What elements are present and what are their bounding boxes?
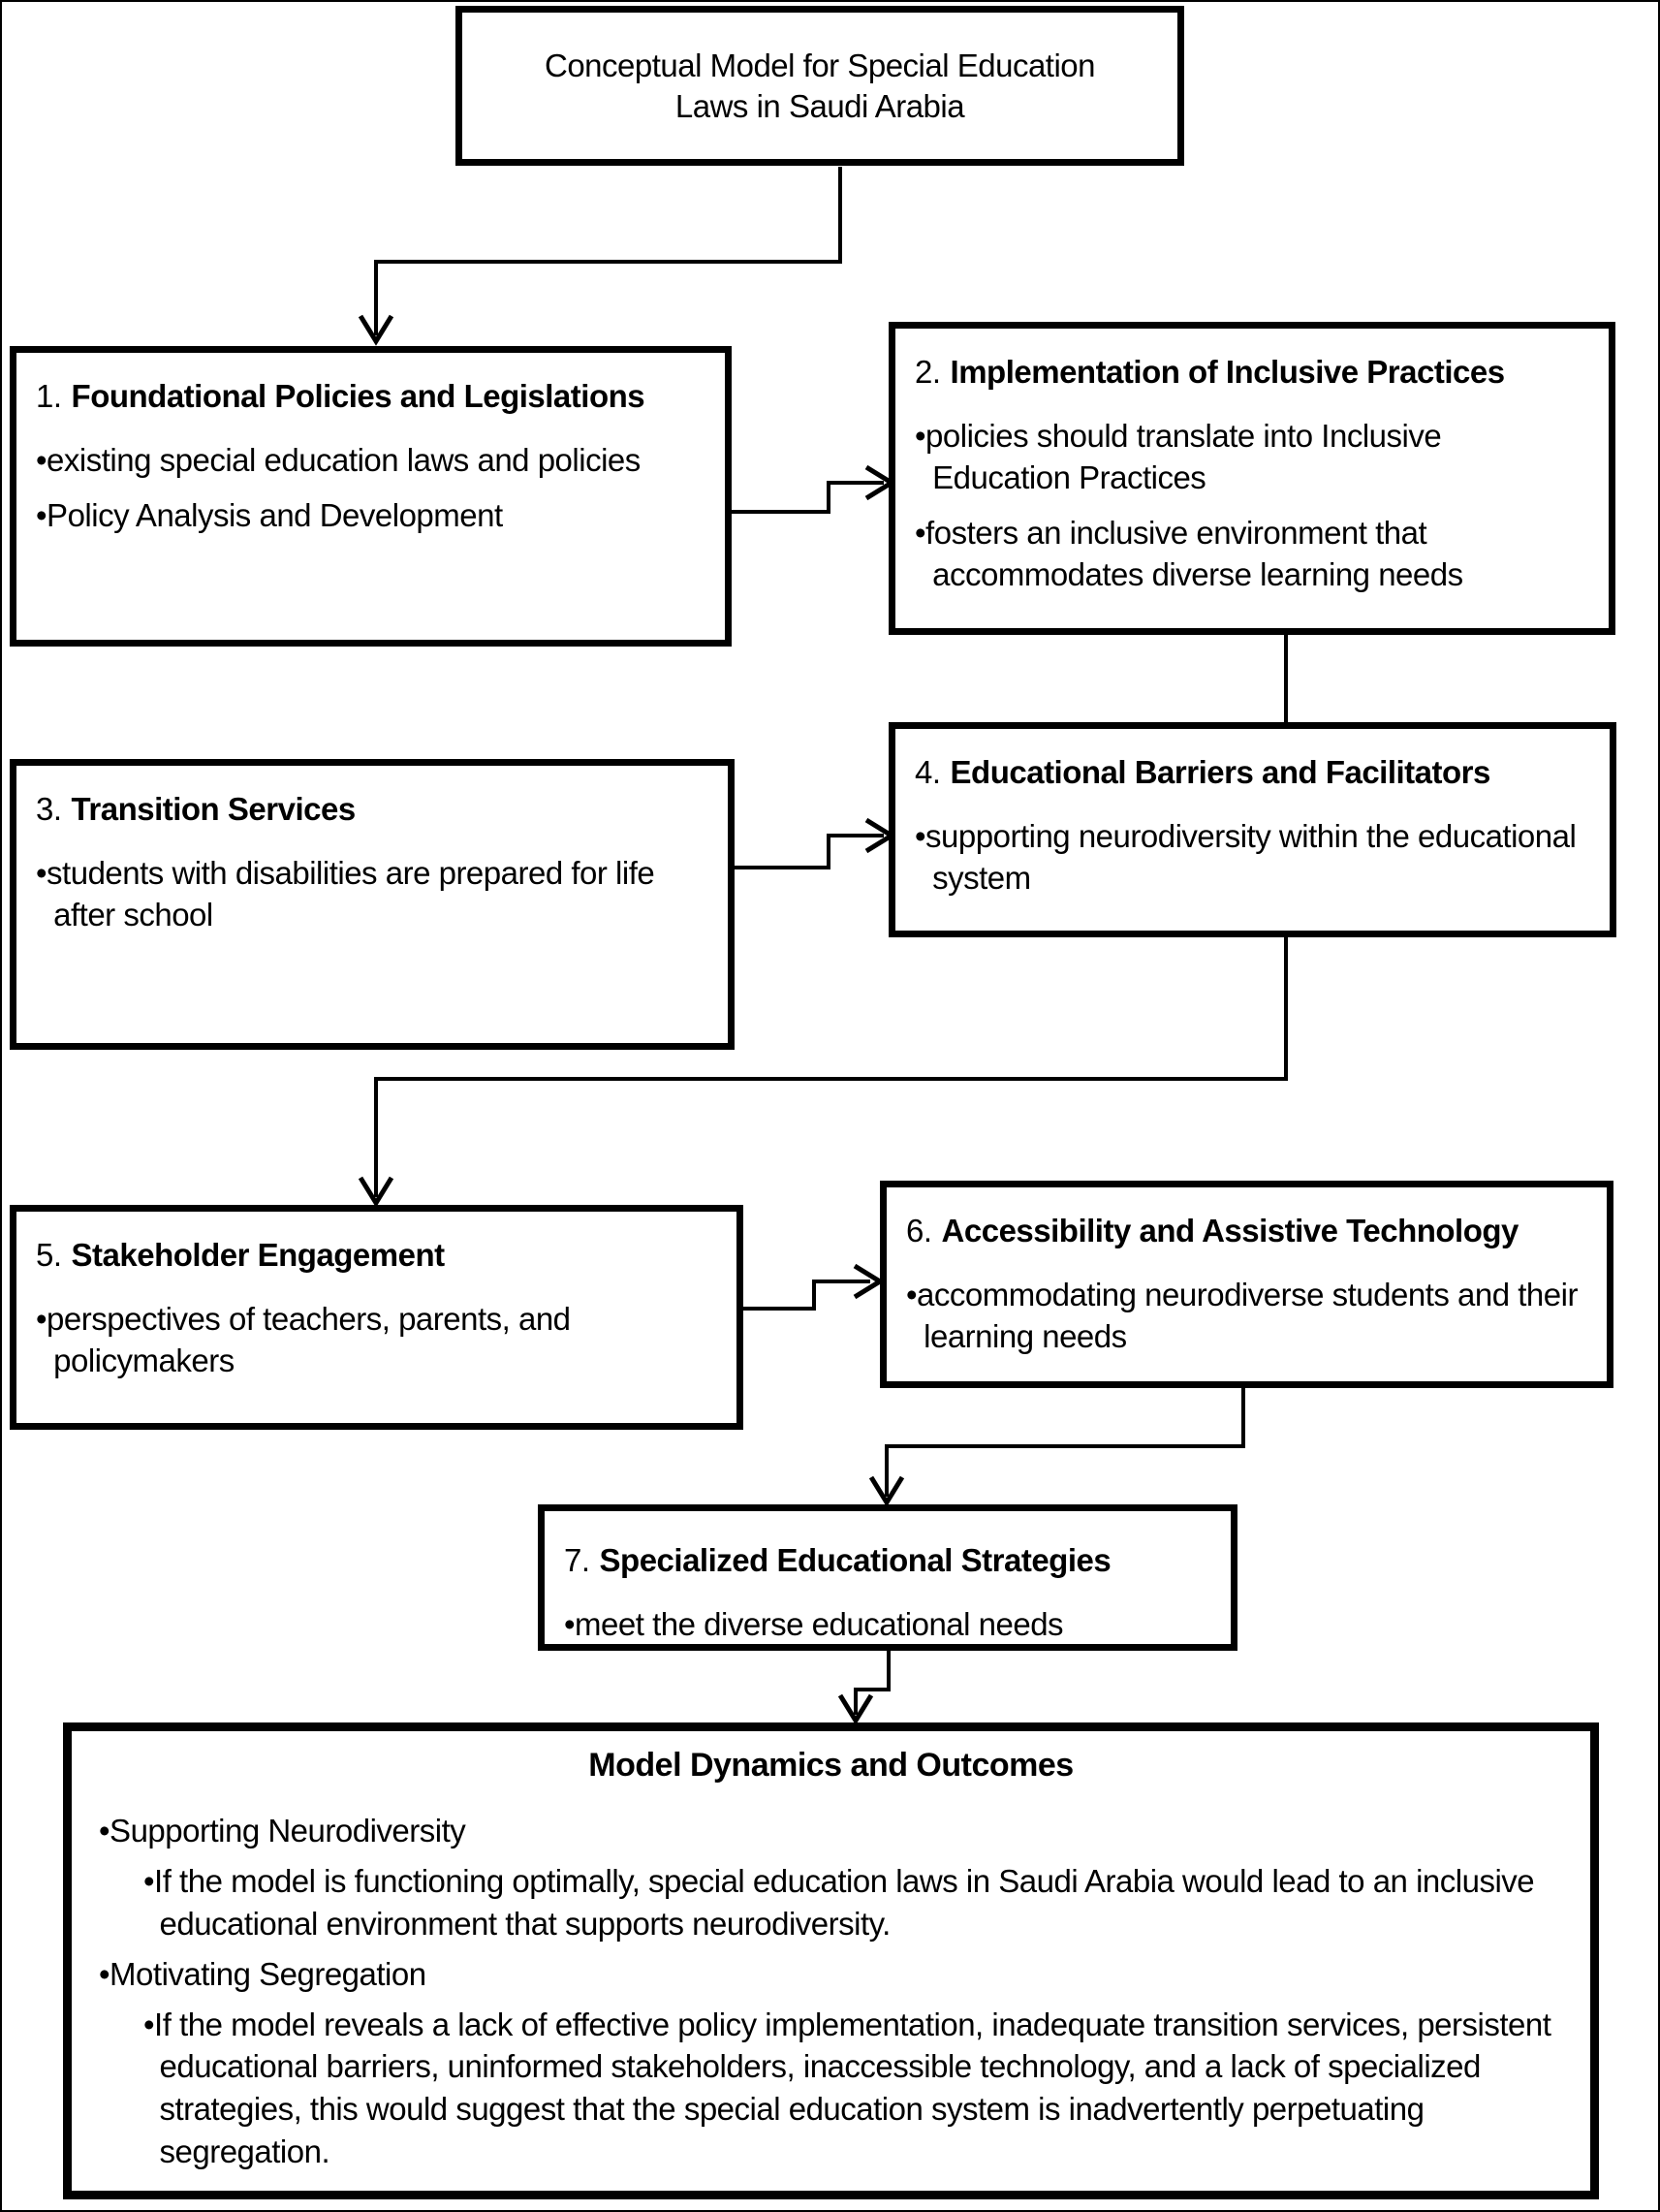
outcome-item: •If the model is functioning optimally, special education laws in Saudi Arabia would lead to an inclusive educational environment that supports neurodiversity. (143, 1862, 1535, 1942)
node-bullet-list (915, 816, 1586, 900)
node-number: 7. (564, 1542, 590, 1578)
node-heading-text: Educational Barriers and Facilitators (950, 754, 1490, 790)
node-bullet-list (906, 1275, 1583, 1358)
node-specialized-strategies (538, 1504, 1237, 1651)
node-bullet-list (564, 1604, 1207, 1646)
diagram-title: Conceptual Model for Special Education Laws in Saudi Arabia (544, 47, 1096, 124)
node-bullet-list (36, 1299, 713, 1382)
bullet-item: •Policy Analysis and Development (36, 496, 503, 533)
node-heading-text: Stakeholder Engagement (71, 1237, 445, 1273)
node-transition-services (10, 759, 735, 1050)
outcome-item: •If the model reveals a lack of effective policy implementation, inadequate transition services, persistent educational barriers, uninformed stakeholders, inaccessible technology, and a lack of specialized strategies, this would suggest that the special education system is inadvertently perpetuating segregation. (143, 2006, 1551, 2170)
node-number: 6. (906, 1213, 932, 1248)
bullet-item: •fosters an inclusive environment that accommodates diverse learning needs (915, 514, 1463, 592)
connector-box5-to-box6 (743, 1281, 870, 1309)
title-node (455, 6, 1184, 166)
outcome-item: •Supporting Neurodiversity (99, 1813, 466, 1849)
node-heading (915, 754, 1586, 791)
node-number: 5. (36, 1237, 62, 1273)
node-heading (906, 1213, 1583, 1249)
node-heading-text: Foundational Policies and Legislations (71, 378, 645, 414)
node-heading-text: Accessibility and Assistive Technology (941, 1213, 1519, 1248)
node-number: 3. (36, 791, 62, 827)
node-number: 2. (915, 354, 941, 390)
node-heading (36, 378, 702, 415)
node-heading (36, 1237, 713, 1274)
bullet-item: •accommodating neurodiverse students and their learning needs (906, 1277, 1578, 1354)
node-heading-text: Specialized Educational Strategies (599, 1542, 1112, 1578)
bullet-item: •meet the diverse educational needs (564, 1606, 1064, 1642)
connector-box7-to-outcome (856, 1651, 889, 1715)
node-model-dynamics-outcomes (63, 1722, 1599, 2199)
connector-title-to-box1 (376, 167, 840, 335)
outcome-title: Model Dynamics and Outcomes (588, 1747, 1074, 1784)
connector-box6-to-box7 (887, 1388, 1243, 1497)
node-number: 4. (915, 754, 941, 790)
node-stakeholder-engagement (10, 1205, 743, 1430)
bullet-item: •policies should translate into Inclusive Education Practices (915, 418, 1442, 495)
bullet-item: •supporting neurodiversity within the educational system (915, 818, 1577, 896)
node-bullet-list (36, 440, 702, 537)
node-bullet-list (36, 853, 705, 936)
node-heading-text: Implementation of Inclusive Practices (950, 354, 1505, 390)
bullet-item: •students with disabilities are prepared for life after school (36, 855, 655, 932)
node-educational-barriers (889, 722, 1616, 937)
node-bullet-list (915, 416, 1585, 596)
bullet-item: •existing special education laws and policies (36, 442, 641, 478)
node-heading (36, 791, 705, 828)
connector-box1-to-box2 (732, 483, 884, 512)
node-assistive-technology (880, 1181, 1613, 1388)
bullet-item: •perspectives of teachers, parents, and policymakers (36, 1301, 571, 1378)
outcome-item-list (99, 1810, 1563, 2173)
node-number: 1. (36, 378, 62, 414)
node-heading-text: Transition Services (71, 791, 356, 827)
node-inclusive-practices (889, 322, 1615, 635)
connector-box3-to-box4 (735, 836, 884, 868)
node-foundational-policies (10, 346, 732, 647)
node-heading (564, 1542, 1207, 1579)
node-heading (915, 354, 1585, 391)
outcome-item: •Motivating Segregation (99, 1955, 426, 1992)
